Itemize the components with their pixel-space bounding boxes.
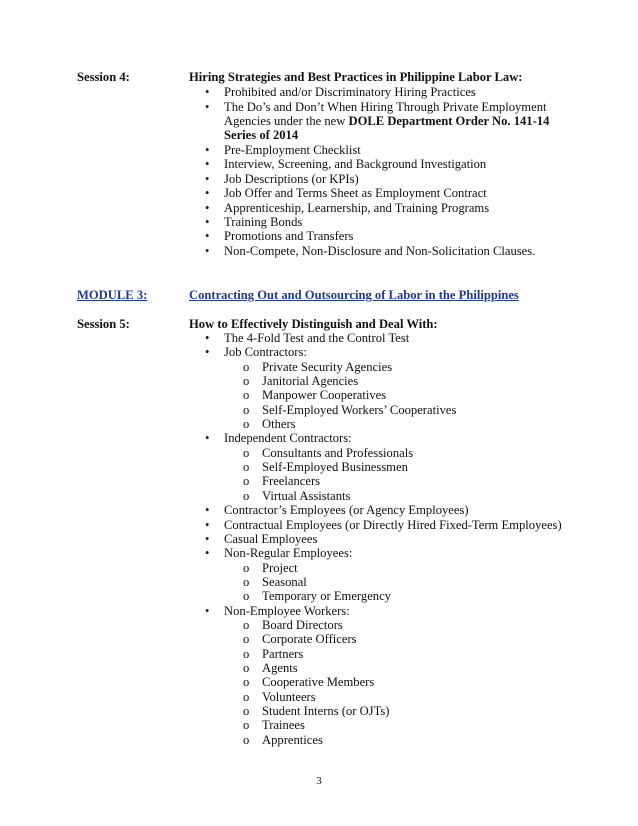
bullet: •	[205, 244, 210, 258]
bullet: •	[205, 215, 210, 229]
sub-bullet: o	[243, 446, 250, 460]
bullet: •	[205, 201, 210, 215]
list-item-text: Promotions and Transfers	[224, 229, 354, 243]
sub-bullet: o	[243, 374, 250, 388]
sub-bullet: o	[243, 718, 250, 732]
series-ref: Series of 2014	[224, 128, 299, 142]
bullet: •	[205, 229, 210, 243]
sub-bullet: o	[243, 661, 250, 675]
continuation-text: Agencies under the new	[224, 114, 349, 128]
sub-bullet: o	[243, 460, 250, 474]
list-item-text: Interview, Screening, and Background Investigation	[224, 157, 487, 171]
sub-list-item-text: Partners	[262, 647, 304, 661]
list-item-text: The 4-Fold Test and the Control Test	[224, 331, 410, 345]
sub-bullet: o	[243, 632, 250, 646]
sub-bullet: o	[243, 489, 250, 503]
sub-list-item-text: Manpower Cooperatives	[262, 388, 387, 402]
sub-bullet: o	[243, 704, 250, 718]
sub-bullet: o	[243, 388, 250, 402]
list-item-text: Pre-Employment Checklist	[224, 143, 361, 157]
list-item-text: Job Descriptions (or KPIs)	[224, 172, 359, 186]
sub-list-item-text: Cooperative Members	[262, 675, 375, 689]
session5-label: Session 5:	[77, 317, 130, 331]
sub-list-item-text: Board Directors	[262, 618, 343, 632]
bullet: •	[205, 503, 210, 517]
dole-order-ref: DOLE Department Order No. 141-14	[348, 114, 550, 128]
bullet: •	[205, 532, 210, 546]
sub-list-item-text: Private Security Agencies	[262, 360, 393, 374]
sub-list-item-text: Agents	[262, 661, 298, 675]
sub-list-item-text: Trainees	[262, 718, 305, 732]
bullet: •	[205, 143, 210, 157]
list-item-text: Non-Employee Workers:	[224, 604, 350, 618]
bullet: •	[205, 100, 210, 114]
list-item-text: The Do’s and Don’t When Hiring Through Private Employment	[224, 100, 547, 114]
sub-list-item-text: Corporate Officers	[262, 632, 357, 646]
sub-bullet: o	[243, 360, 250, 374]
sub-bullet: o	[243, 647, 250, 661]
list-item-text: Training Bonds	[224, 215, 303, 229]
module3-title: Contracting Out and Outsourcing of Labor in the Philippines	[189, 288, 519, 302]
bullet: •	[205, 604, 210, 618]
list-item-text: Contractual Employees (or Directly Hired Fixed-Term Employees)	[224, 518, 562, 532]
sub-bullet: o	[243, 403, 250, 417]
sub-list-item-text: Volunteers	[262, 690, 316, 704]
bullet: •	[205, 186, 210, 200]
list-item-text: Job Offer and Terms Sheet as Employment Contract	[224, 186, 487, 200]
session5-heading: How to Effectively Distinguish and Deal With:	[189, 317, 438, 331]
sub-list-item-text: Temporary or Emergency	[262, 589, 391, 603]
sub-list-item-text: Virtual Assistants	[262, 489, 351, 503]
page-number: 3	[316, 775, 322, 787]
bullet: •	[205, 157, 210, 171]
sub-list-item-text: Consultants and Professionals	[262, 446, 414, 460]
sub-bullet: o	[243, 417, 250, 431]
sub-bullet: o	[243, 618, 250, 632]
sub-list-item-text: Freelancers	[262, 474, 321, 488]
session4-heading: Hiring Strategies and Best Practices in Philippine Labor Law:	[189, 70, 523, 84]
sub-list-item-text: Janitorial Agencies	[262, 374, 359, 388]
list-item-text: Contractor’s Employees (or Agency Employees)	[224, 503, 469, 517]
list-item-text: Job Contractors:	[224, 345, 307, 359]
list-item-text: Non-Regular Employees:	[224, 546, 353, 560]
bullet: •	[205, 518, 210, 532]
bullet: •	[205, 172, 210, 186]
list-item-text: Non-Compete, Non-Disclosure and Non-Solicitation Clauses.	[224, 244, 536, 258]
list-item-text: Casual Employees	[224, 532, 318, 546]
bullet: •	[205, 431, 210, 445]
sub-list-item-text: Others	[262, 417, 296, 431]
sub-bullet: o	[243, 474, 250, 488]
sub-list-item-text: Apprentices	[262, 733, 323, 747]
session4-label: Session 4:	[77, 70, 130, 84]
list-item-text: Apprenticeship, Learnership, and Training Programs	[224, 201, 490, 215]
sub-bullet: o	[243, 575, 250, 589]
sub-list-item-text: Self-Employed Businessmen	[262, 460, 408, 474]
sub-list-item-text: Student Interns (or OJTs)	[262, 704, 390, 718]
sub-bullet: o	[243, 675, 250, 689]
sub-bullet: o	[243, 589, 250, 603]
bullet: •	[205, 546, 210, 560]
bullet: •	[205, 345, 210, 359]
list-item-text: Independent Contractors:	[224, 431, 352, 445]
sub-list-item-text: Project	[262, 561, 298, 575]
sub-bullet: o	[243, 690, 250, 704]
sub-list-item-text: Self-Employed Workers’ Cooperatives	[262, 403, 457, 417]
module3-label: MODULE 3:	[77, 288, 148, 302]
list-item-text: Prohibited and/or Discriminatory Hiring Practices	[224, 85, 476, 99]
sub-bullet: o	[243, 561, 250, 575]
sub-list-item-text: Seasonal	[262, 575, 307, 589]
bullet: •	[205, 85, 210, 99]
bullet: •	[205, 331, 210, 345]
sub-bullet: o	[243, 733, 250, 747]
